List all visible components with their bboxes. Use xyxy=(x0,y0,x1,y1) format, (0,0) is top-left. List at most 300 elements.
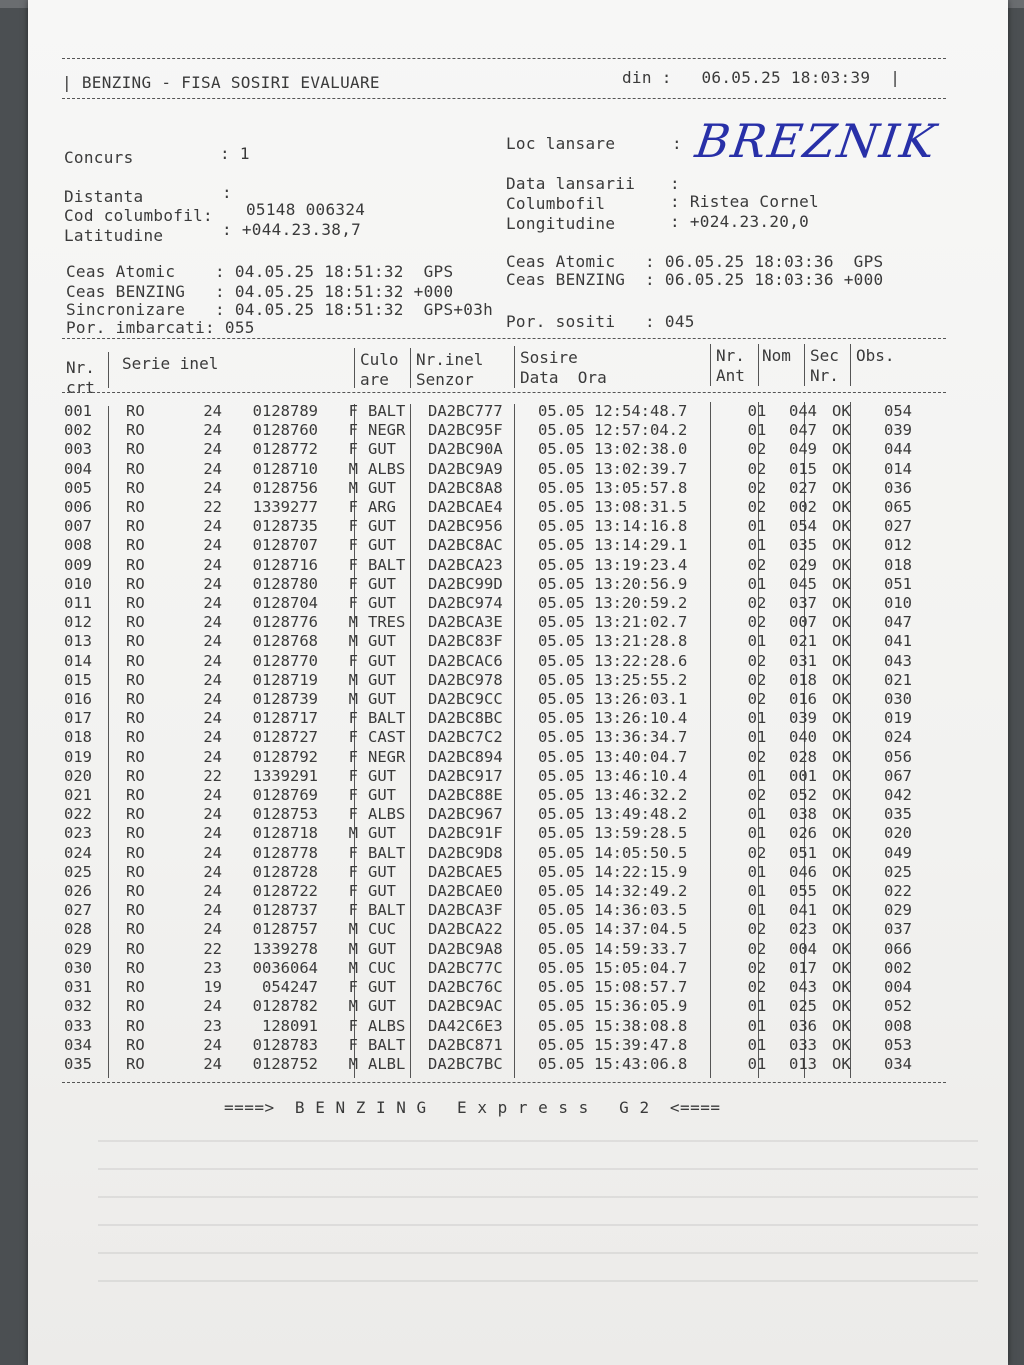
cell-year: 24 xyxy=(203,478,222,497)
cell-sex: F xyxy=(348,498,358,517)
cell-sensor: DA2BC76C xyxy=(428,978,503,997)
cell-sex: F xyxy=(348,728,358,747)
cell-country: RO xyxy=(126,440,145,459)
cell-obs: 042 xyxy=(884,786,912,805)
cell-obs: 035 xyxy=(884,805,912,824)
ceas-benzing-end: Ceas BENZING : 06.05.25 18:03:36 +000 xyxy=(506,270,884,289)
cell-arrival: 05.05 13:20:56.9 xyxy=(538,574,688,593)
table-row xyxy=(64,402,934,421)
cell-sensor: DA2BC894 xyxy=(428,747,503,766)
cell-ant: 02 xyxy=(747,498,767,517)
cell-ant: 02 xyxy=(747,958,767,977)
table-row xyxy=(64,709,934,728)
cell-ant: 02 xyxy=(747,978,767,997)
cell-nom: 001 xyxy=(789,766,817,785)
table-row xyxy=(64,671,934,690)
distanta-label: Distanta xyxy=(64,187,144,206)
cell-obs: 044 xyxy=(884,440,912,459)
cell-sensor: DA2BC9CC xyxy=(428,690,503,709)
cell-ring: 0128735 xyxy=(252,517,318,536)
concurs-label: Concurs xyxy=(64,148,134,167)
cell-nom: 047 xyxy=(789,421,817,440)
cell-arrival: 05.05 12:54:48.7 xyxy=(538,402,688,420)
col-sep-header-6 xyxy=(758,344,759,386)
cell-color: GUT xyxy=(368,766,396,785)
table-row xyxy=(64,498,934,517)
cell-sex: M xyxy=(348,939,358,958)
cell-obs: 008 xyxy=(884,1016,912,1035)
cell-nom: 031 xyxy=(789,651,817,670)
cell-color: BALT xyxy=(368,555,406,574)
cell-ant: 01 xyxy=(747,1035,767,1054)
cell-arrival: 05.05 14:59:33.7 xyxy=(538,939,688,958)
cell-sensor: DA2BCAE0 xyxy=(428,882,503,901)
cell-ring: 0128770 xyxy=(252,651,318,670)
cell-sex: F xyxy=(348,709,358,728)
cell-nr: 032 xyxy=(64,997,92,1016)
cell-sec: OK xyxy=(832,805,851,824)
ceas-atomic-end: Ceas Atomic : 06.05.25 18:03:36 GPS xyxy=(506,252,884,271)
cell-obs: 025 xyxy=(884,862,912,881)
cell-ring: 128091 xyxy=(262,1016,318,1035)
cell-sex: F xyxy=(348,747,358,766)
cell-sex: F xyxy=(348,978,358,997)
cell-ant: 02 xyxy=(747,786,767,805)
cell-year: 24 xyxy=(203,901,222,920)
cell-year: 24 xyxy=(203,613,222,632)
cell-sensor: DA2BC956 xyxy=(428,517,503,536)
cell-sex: M xyxy=(348,632,358,651)
cell-ring: 0128780 xyxy=(252,574,318,593)
cell-country: RO xyxy=(126,766,145,785)
table-row xyxy=(64,652,934,671)
cell-obs: 049 xyxy=(884,843,912,862)
cell-sensor: DA2BCA3F xyxy=(428,901,503,920)
cell-ring: 0128704 xyxy=(252,594,318,613)
cell-ant: 01 xyxy=(747,862,767,881)
cell-arrival: 05.05 13:02:38.0 xyxy=(538,440,688,459)
cell-country: RO xyxy=(126,670,145,689)
table-row xyxy=(64,786,934,805)
cell-sensor: DA2BCA3E xyxy=(428,613,503,632)
cell-obs: 065 xyxy=(884,498,912,517)
cell-arrival: 05.05 15:08:57.7 xyxy=(538,978,688,997)
cell-country: RO xyxy=(126,632,145,651)
col-sep-header-2 xyxy=(354,348,355,388)
cell-ring: 0128753 xyxy=(252,805,318,824)
cell-nom: 004 xyxy=(789,939,817,958)
cell-ant: 01 xyxy=(747,805,767,824)
cell-nom: 007 xyxy=(789,613,817,632)
cell-nr: 001 xyxy=(64,402,92,420)
distanta-value: : xyxy=(222,183,232,202)
cell-ant: 01 xyxy=(747,421,767,440)
cell-nom: 052 xyxy=(789,786,817,805)
cell-country: RO xyxy=(126,690,145,709)
table-row xyxy=(64,805,934,824)
cell-country: RO xyxy=(126,594,145,613)
cell-arrival: 05.05 13:49:48.2 xyxy=(538,805,688,824)
cell-sex: F xyxy=(348,805,358,824)
cell-sex: M xyxy=(348,478,358,497)
cell-obs: 056 xyxy=(884,747,912,766)
cell-obs: 029 xyxy=(884,901,912,920)
cell-year: 24 xyxy=(203,843,222,862)
cell-nom: 021 xyxy=(789,632,817,651)
col-sep-header-7 xyxy=(804,344,805,386)
show-through-text xyxy=(98,1140,978,1290)
cell-year: 24 xyxy=(203,805,222,824)
cell-sensor: DA2BC88E xyxy=(428,786,503,805)
cell-color: TRES xyxy=(368,613,406,632)
cell-sec: OK xyxy=(832,1016,851,1035)
cell-sex: M xyxy=(348,958,358,977)
cell-year: 24 xyxy=(203,786,222,805)
cell-nr: 002 xyxy=(64,421,92,440)
cell-year: 24 xyxy=(203,728,222,747)
cell-arrival: 05.05 13:20:59.2 xyxy=(538,594,688,613)
cell-nom: 051 xyxy=(789,843,817,862)
cell-sensor: DA2BC7C2 xyxy=(428,728,503,747)
cell-ant: 01 xyxy=(747,632,767,651)
col-header-serie: Serie inel xyxy=(122,354,219,373)
report-date xyxy=(622,68,900,87)
cell-obs: 010 xyxy=(884,594,912,613)
cell-ring: 0128778 xyxy=(252,843,318,862)
cell-nr: 012 xyxy=(64,613,92,632)
table-row xyxy=(64,1036,934,1055)
col-sep-header-3 xyxy=(410,348,411,388)
cell-arrival: 05.05 13:08:31.5 xyxy=(538,498,688,517)
cell-color: GUT xyxy=(368,997,396,1016)
cell-nr: 034 xyxy=(64,1035,92,1054)
loc-lansare-colon: : xyxy=(672,134,682,153)
cell-color: NEGR xyxy=(368,421,406,440)
cell-sec: OK xyxy=(832,690,851,709)
cell-obs: 020 xyxy=(884,824,912,843)
cell-year: 19 xyxy=(203,978,222,997)
cell-obs: 054 xyxy=(884,402,912,420)
cell-sex: F xyxy=(348,1035,358,1054)
table-top-rule xyxy=(62,338,946,339)
table-row xyxy=(64,997,934,1016)
cell-year: 22 xyxy=(203,498,222,517)
cell-sec: OK xyxy=(832,1035,851,1054)
table-row xyxy=(64,556,934,575)
cell-obs: 041 xyxy=(884,632,912,651)
cell-obs: 043 xyxy=(884,651,912,670)
cell-obs: 021 xyxy=(884,670,912,689)
cell-year: 24 xyxy=(203,517,222,536)
cell-country: RO xyxy=(126,459,145,478)
cell-sex: F xyxy=(348,440,358,459)
cell-sec: OK xyxy=(832,766,851,785)
cell-year: 24 xyxy=(203,824,222,843)
cell-color: GUT xyxy=(368,632,396,651)
cell-arrival: 05.05 13:05:57.8 xyxy=(538,478,688,497)
cell-nom: 054 xyxy=(789,517,817,536)
cell-country: RO xyxy=(126,824,145,843)
cell-color: GUT xyxy=(368,939,396,958)
cell-ring: 0128776 xyxy=(252,613,318,632)
cell-ant: 02 xyxy=(747,459,767,478)
cell-ant: 02 xyxy=(747,939,767,958)
cell-ant: 02 xyxy=(747,920,767,939)
cell-nom: 035 xyxy=(789,536,817,555)
table-row xyxy=(64,536,934,555)
table-row xyxy=(64,844,934,863)
ceas-atomic-start: Ceas Atomic : 04.05.25 18:51:32 GPS xyxy=(66,262,454,281)
cell-ring: 0128716 xyxy=(252,555,318,574)
cell-sex: F xyxy=(348,574,358,593)
cell-nom: 041 xyxy=(789,901,817,920)
cell-arrival: 05.05 13:46:32.2 xyxy=(538,786,688,805)
cell-obs: 002 xyxy=(884,958,912,977)
cell-sensor: DA2BCAE5 xyxy=(428,862,503,881)
table-row xyxy=(64,479,934,498)
cell-ring: 1339291 xyxy=(252,766,318,785)
cell-ant: 01 xyxy=(747,766,767,785)
cell-ant: 01 xyxy=(747,997,767,1016)
din-bar: | xyxy=(890,68,901,87)
cell-nom: 046 xyxy=(789,862,817,881)
cell-sec: OK xyxy=(832,843,851,862)
din-label: din : xyxy=(622,68,672,87)
cell-ring: 0128710 xyxy=(252,459,318,478)
cell-nr: 031 xyxy=(64,978,92,997)
cell-ant: 01 xyxy=(747,517,767,536)
cell-ring: 0128722 xyxy=(252,882,318,901)
cell-ant: 02 xyxy=(747,670,767,689)
cell-sec: OK xyxy=(832,709,851,728)
cell-ant: 02 xyxy=(747,651,767,670)
cell-color: GUT xyxy=(368,651,396,670)
cell-nom: 016 xyxy=(789,690,817,709)
cell-ant: 02 xyxy=(747,747,767,766)
cell-obs: 027 xyxy=(884,517,912,536)
cell-arrival: 05.05 14:36:03.5 xyxy=(538,901,688,920)
cell-sec: OK xyxy=(832,728,851,747)
cell-country: RO xyxy=(126,747,145,766)
cell-sec: OK xyxy=(832,498,851,517)
table-row xyxy=(64,613,934,632)
cell-sex: M xyxy=(348,920,358,939)
cell-sex: M xyxy=(348,613,358,632)
cell-nr: 030 xyxy=(64,958,92,977)
cell-color: ALBS xyxy=(368,805,406,824)
cell-country: RO xyxy=(126,901,145,920)
cell-year: 24 xyxy=(203,402,222,420)
cell-arrival: 05.05 13:21:28.8 xyxy=(538,632,688,651)
col-header-nom: Nom xyxy=(762,346,791,365)
cell-ring: 0128727 xyxy=(252,728,318,747)
cell-country: RO xyxy=(126,939,145,958)
cell-nom: 028 xyxy=(789,747,817,766)
cell-ant: 02 xyxy=(747,613,767,632)
cell-year: 24 xyxy=(203,920,222,939)
cell-ant: 02 xyxy=(747,440,767,459)
cell-nr: 026 xyxy=(64,882,92,901)
cell-nr: 027 xyxy=(64,901,92,920)
cell-color: BALT xyxy=(368,901,406,920)
cell-obs: 066 xyxy=(884,939,912,958)
cell-sex: M xyxy=(348,1054,358,1073)
cell-nr: 022 xyxy=(64,805,92,824)
table-row xyxy=(64,824,934,843)
cell-sec: OK xyxy=(832,594,851,613)
cell-color: GUT xyxy=(368,478,396,497)
cell-ring: 1339278 xyxy=(252,939,318,958)
cell-ant: 02 xyxy=(747,478,767,497)
cell-sensor: DA2BC967 xyxy=(428,805,503,824)
cell-ant: 01 xyxy=(747,901,767,920)
cell-sex: M xyxy=(348,997,358,1016)
cell-sensor: DA2BC99D xyxy=(428,574,503,593)
header-dashed-rule xyxy=(62,98,946,99)
cell-arrival: 05.05 13:26:10.4 xyxy=(538,709,688,728)
cell-country: RO xyxy=(126,1016,145,1035)
cell-nr: 008 xyxy=(64,536,92,555)
table-row xyxy=(64,1055,934,1074)
table-row xyxy=(64,940,934,959)
cell-year: 24 xyxy=(203,747,222,766)
cell-country: RO xyxy=(126,997,145,1016)
cell-sensor: DA2BC90A xyxy=(428,440,503,459)
cell-sec: OK xyxy=(832,939,851,958)
cell-color: GUT xyxy=(368,440,396,459)
cell-nr: 025 xyxy=(64,862,92,881)
cell-country: RO xyxy=(126,920,145,939)
col-header-obs: Obs. xyxy=(856,346,895,365)
table-row xyxy=(64,748,934,767)
cell-color: NEGR xyxy=(368,747,406,766)
cell-nr: 017 xyxy=(64,709,92,728)
table-bottom-rule xyxy=(62,1082,946,1083)
table-row xyxy=(64,920,934,939)
cell-color: GUT xyxy=(368,882,396,901)
cell-sec: OK xyxy=(832,440,851,459)
concurs-value: : 1 xyxy=(220,144,250,163)
cell-year: 24 xyxy=(203,459,222,478)
cell-country: RO xyxy=(126,555,145,574)
cell-sec: OK xyxy=(832,824,851,843)
cell-country: RO xyxy=(126,1035,145,1054)
cell-ant: 02 xyxy=(747,594,767,613)
cell-ant: 01 xyxy=(747,709,767,728)
cell-sec: OK xyxy=(832,555,851,574)
col-header-nr: Nr. crt xyxy=(66,358,95,397)
cell-nom: 013 xyxy=(789,1054,817,1073)
cell-sec: OK xyxy=(832,901,851,920)
cell-year: 24 xyxy=(203,632,222,651)
cell-color: GUT xyxy=(368,786,396,805)
cell-sensor: DA2BC974 xyxy=(428,594,503,613)
cell-sensor: DA2BC9A9 xyxy=(428,459,503,478)
cell-sex: M xyxy=(348,670,358,689)
cell-arrival: 05.05 13:21:02.7 xyxy=(538,613,688,632)
cell-ring: 0036064 xyxy=(252,958,318,977)
cell-sensor: DA2BC7BC xyxy=(428,1054,503,1073)
cell-nom: 015 xyxy=(789,459,817,478)
col-header-nr-inel: Nr.inel Senzor xyxy=(416,350,484,389)
cell-nom: 040 xyxy=(789,728,817,747)
cell-nom: 023 xyxy=(789,920,817,939)
cell-color: BALT xyxy=(368,1035,406,1054)
ceas-benzing-start: Ceas BENZING : 04.05.25 18:51:32 +000 xyxy=(66,282,454,301)
cell-sex: F xyxy=(348,555,358,574)
cell-nom: 017 xyxy=(789,958,817,977)
cell-nr: 011 xyxy=(64,594,92,613)
cell-nr: 009 xyxy=(64,555,92,574)
table-row xyxy=(64,882,934,901)
cell-country: RO xyxy=(126,651,145,670)
cell-color: CAST xyxy=(368,728,406,747)
cell-ring: 0128757 xyxy=(252,920,318,939)
col-header-sosire: Sosire Data Ora xyxy=(520,348,607,387)
cell-country: RO xyxy=(126,1054,145,1073)
loc-lansare-label: Loc lansare xyxy=(506,134,616,153)
cell-color: CUC xyxy=(368,920,396,939)
cell-sex: F xyxy=(348,536,358,555)
cell-color: ALBL xyxy=(368,1054,406,1073)
longitudine-label: Longitudine xyxy=(506,214,616,233)
cell-arrival: 05.05 13:25:55.2 xyxy=(538,670,688,689)
table-row xyxy=(64,421,934,440)
cell-ring: 054247 xyxy=(262,978,318,997)
sincronizare: Sincronizare : 04.05.25 18:51:32 GPS+03h xyxy=(66,300,494,319)
cell-year: 24 xyxy=(203,1035,222,1054)
cell-nr: 023 xyxy=(64,824,92,843)
cell-obs: 053 xyxy=(884,1035,912,1054)
table-row xyxy=(64,460,934,479)
cell-ring: 0128756 xyxy=(252,478,318,497)
cell-nom: 039 xyxy=(789,709,817,728)
cell-obs: 052 xyxy=(884,997,912,1016)
cell-year: 24 xyxy=(203,670,222,689)
cell-sensor: DA2BC9AC xyxy=(428,997,503,1016)
cell-obs: 036 xyxy=(884,478,912,497)
cell-year: 22 xyxy=(203,766,222,785)
cell-sensor: DA2BCAE4 xyxy=(428,498,503,517)
cell-ring: 0128752 xyxy=(252,1054,318,1073)
cell-sex: F xyxy=(348,843,358,862)
cell-nr: 015 xyxy=(64,670,92,689)
cell-color: GUT xyxy=(368,978,396,997)
cell-ring: 0128783 xyxy=(252,1035,318,1054)
cell-sensor: DA2BC9D8 xyxy=(428,843,503,862)
cell-nom: 025 xyxy=(789,997,817,1016)
cell-nr: 005 xyxy=(64,478,92,497)
cell-obs: 022 xyxy=(884,882,912,901)
cod-columbofil-value: 05148 006324 xyxy=(246,200,366,219)
cell-ring: 0128789 xyxy=(252,402,318,420)
cell-nr: 018 xyxy=(64,728,92,747)
cell-nom: 026 xyxy=(789,824,817,843)
cell-year: 24 xyxy=(203,440,222,459)
cod-columbofil-label: Cod columbofil: xyxy=(64,206,213,225)
longitudine-value: : +024.23.20,0 xyxy=(670,212,810,231)
porumbei-sositi: Por. sositi : 045 xyxy=(506,312,695,331)
arrivals-table-body xyxy=(64,402,934,1074)
cell-ant: 02 xyxy=(747,690,767,709)
cell-country: RO xyxy=(126,728,145,747)
cell-year: 23 xyxy=(203,958,222,977)
cell-arrival: 05.05 15:39:47.8 xyxy=(538,1035,688,1054)
cell-nom: 044 xyxy=(789,402,817,420)
cell-arrival: 05.05 14:37:04.5 xyxy=(538,920,688,939)
cell-year: 24 xyxy=(203,574,222,593)
cell-sec: OK xyxy=(832,632,851,651)
